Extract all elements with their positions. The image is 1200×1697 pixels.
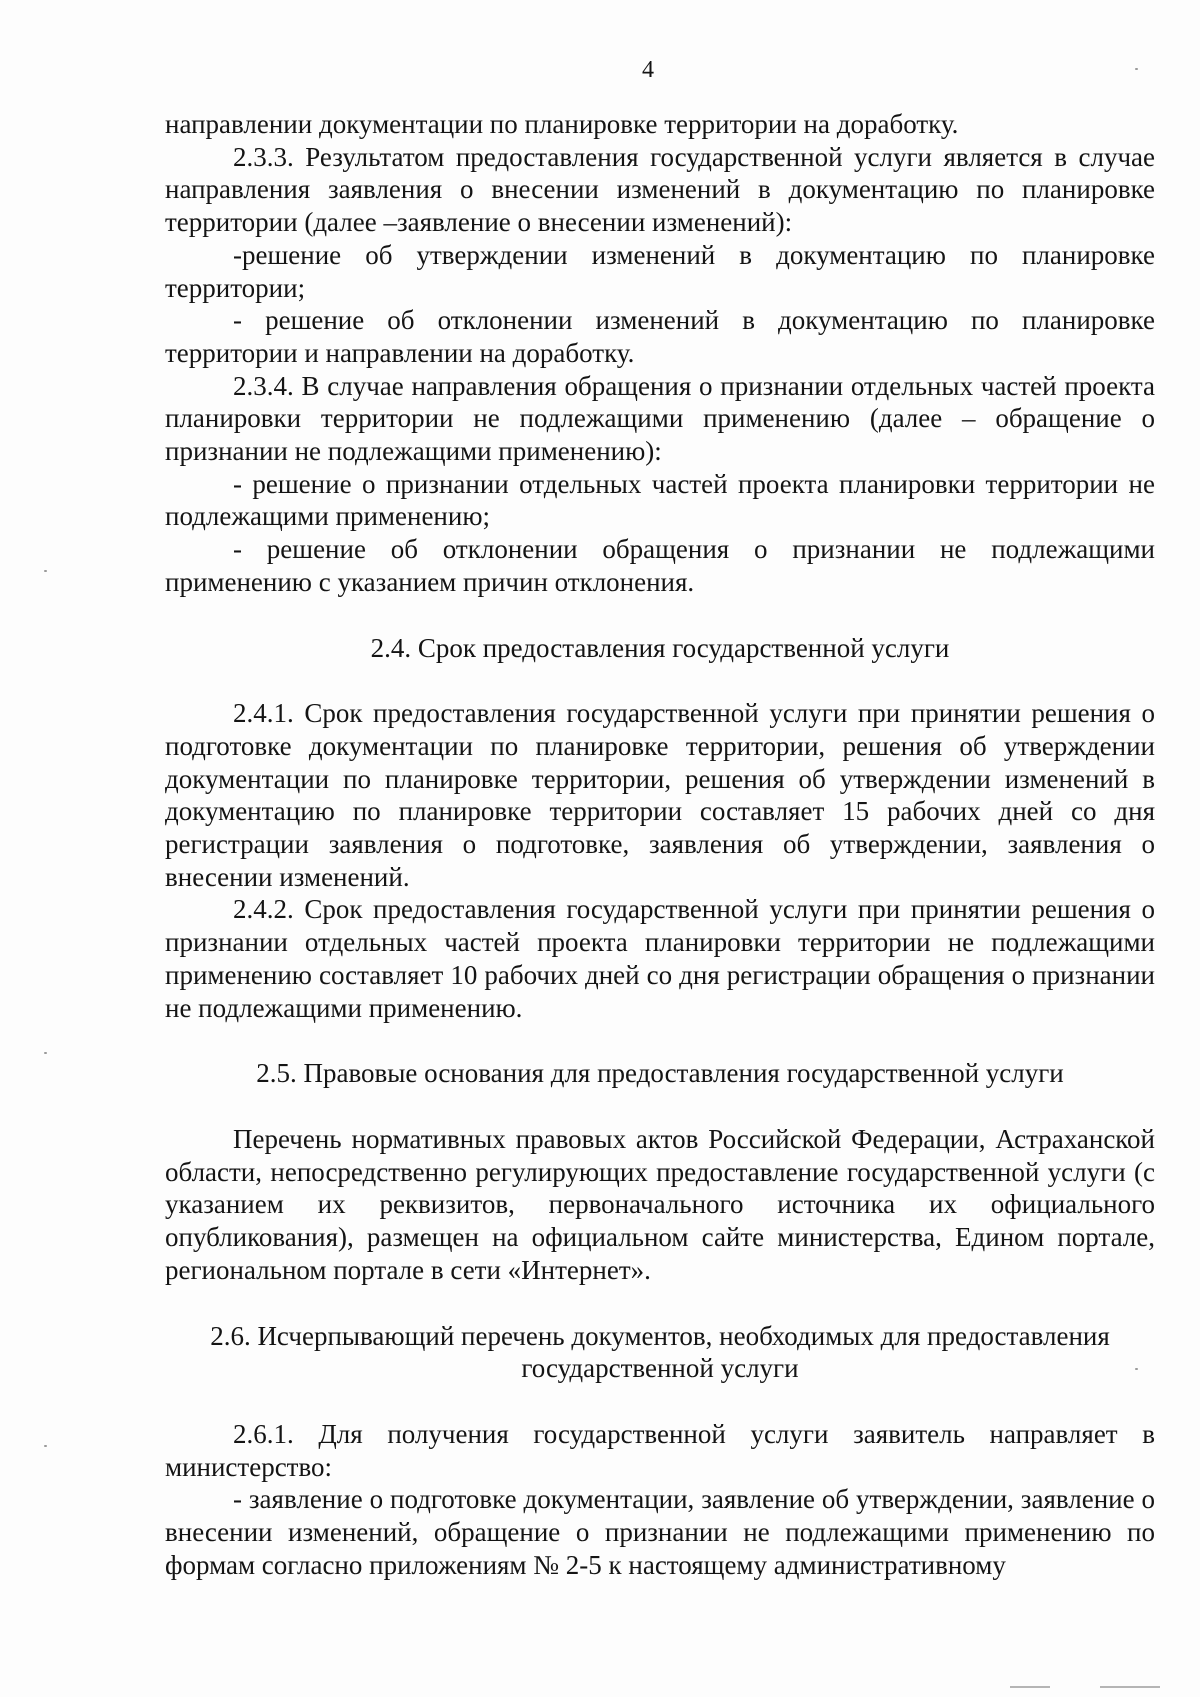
paragraph-2-4-2: 2.4.2. Срок предоставления государственной услуги при принятии решения о признании отдельных частей проекта планировки территории не подлежащими применению составляет 10 рабочих дней со дня регистрации обращения о признании не подлежащими применению. xyxy=(165,894,1155,1023)
section-heading-2-4: 2.4. Срок предоставления государственной услуги xyxy=(370,632,950,663)
scan-speck xyxy=(1135,1368,1138,1370)
scan-speck xyxy=(44,570,47,572)
section-heading-2-6 xyxy=(165,1320,1155,1385)
scan-speck xyxy=(44,1052,47,1054)
paragraph-2-3-4: 2.3.4. В случае направления обращения о признании отдельных частей проекта планировки территории не подлежащими применению (далее – обращение о признании не подлежащими применению): xyxy=(165,370,1155,467)
document-body xyxy=(165,108,1155,1581)
page-number: 4 xyxy=(642,57,654,83)
paragraph-2-3-3: 2.3.3. Результатом предоставления государственной услуги является в случае направления заявления о внесении изменений в документацию по планировке территории (далее –заявление о внесении изменений): xyxy=(165,141,1155,238)
paragraph-2-6-1: 2.6.1. Для получения государственной услуги заявитель направляет в министерство: xyxy=(165,1418,1155,1482)
paragraph-2-4-1: 2.4.1. Срок предоставления государственной услуги при принятии решения о подготовке документации по планировке территории, решения об утверждении документации по планировке территории, решения об утверждении изменений в документацию по планировке территории составляет 15 рабочих дней со дня регистрации заявления о подготовке, заявления об утверждении, заявления о внесении изменений. xyxy=(165,698,1155,892)
section-heading-2-5: 2.5. Правовые основания для предоставления государственной услуги xyxy=(256,1058,1064,1089)
scan-edge-mark xyxy=(1100,1686,1160,1688)
list-item-approval-decision: -решение об утверждении изменений в документацию по планировке территории; xyxy=(165,239,1155,303)
paragraph-continuation: направлении документации по планировке территории на доработку. xyxy=(165,109,959,139)
scan-speck xyxy=(1135,68,1138,70)
section-heading-2-6-line2: государственной услуги xyxy=(521,1353,799,1384)
paragraph-legal-acts: Перечень нормативных правовых актов Российской Федерации, Астраханской области, непосредственно регулирующих предоставление государственной услуги (с указанием их реквизитов, первоначального источника их официального опубликования), размещен на официальном сайте министерства, Едином портале, региональном портале в сети «Интернет». xyxy=(165,1123,1155,1285)
section-heading-2-6-line1: 2.6. Исчерпывающий перечень документов, необходимых для предоставления xyxy=(210,1320,1110,1351)
list-item-rejection-decision: - решение об отклонении изменений в документацию по планировке территории и направлении на доработку. xyxy=(165,305,1155,368)
scan-edge-mark xyxy=(1010,1686,1050,1688)
list-item-recognition-decision: - решение о признании отдельных частей проекта планировки территории не подлежащими применению; xyxy=(165,468,1155,532)
scan-speck xyxy=(44,1445,47,1447)
list-item-application-forms: - заявление о подготовке документации, заявление об утверждении, заявление о внесении изменений, обращение о признании не подлежащими применению по формам согласно приложениям № 2-5 к настоящему административному xyxy=(165,1484,1155,1580)
list-item-appeal-rejection: - решение об отклонении обращения о признании не подлежащими применению с указанием причин отклонения. xyxy=(165,534,1155,597)
